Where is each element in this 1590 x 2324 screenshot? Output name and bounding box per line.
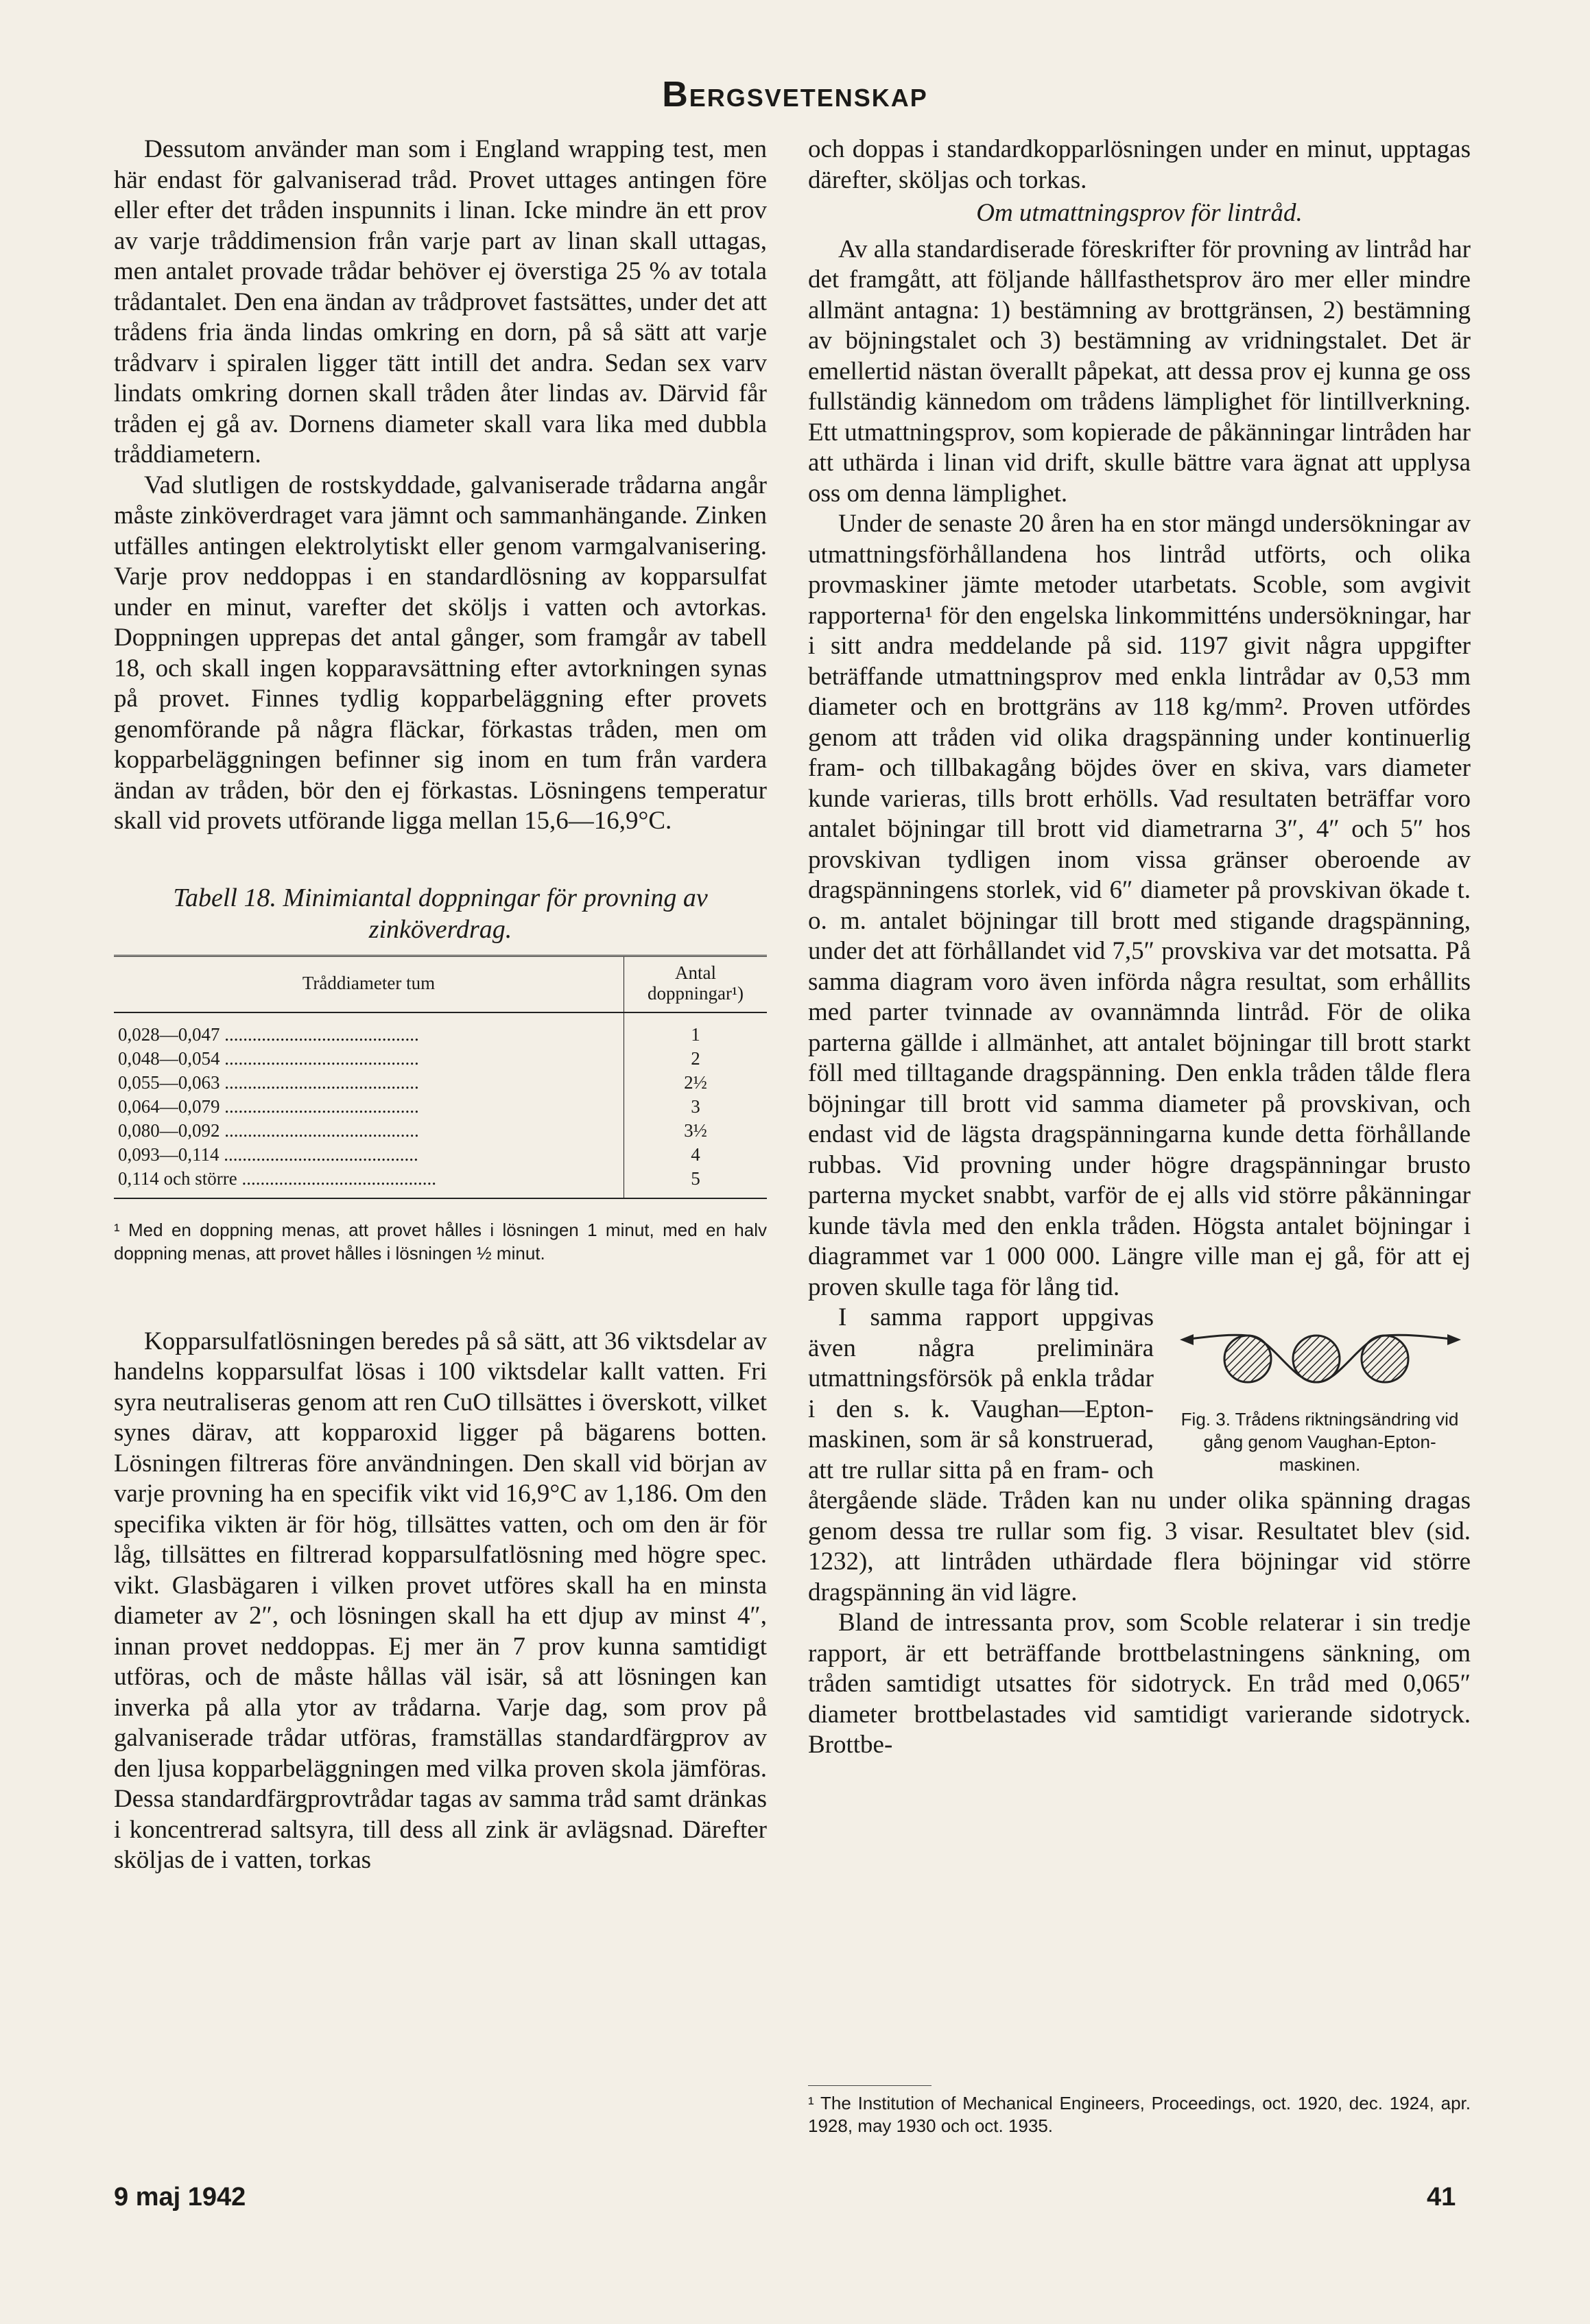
count-cell: 5: [624, 1167, 768, 1198]
figure-3: [1169, 1316, 1471, 1476]
roller-diagram: [1176, 1316, 1464, 1392]
table-row: [114, 1119, 767, 1143]
paragraph: Av alla standardiserade föreskrifter för provning av lintråd har det framgått, att följande hållfasthetsprov äro mer eller mindre allmänt antagna: 1) bestämning av brottgränsen, 2) bestämning av böjningstalet och 3) bestämning av vridningstalet. Det är emellertid nästan överallt påpekat, att dessa prov ej kunna ge oss fullständig kännedom om trådens lämplighet för lintillverkning. Ett utmattningsprov, som kopierade de påkänningar lintråden har att uthärda i linan vid drift, skulle bättre vara ägnat att upplysa oss om denna lämplighet.: [808, 235, 1471, 508]
table-header-count: Antal doppningar¹): [624, 956, 768, 1012]
right-column: [808, 134, 1471, 1761]
left-column: [114, 134, 767, 1876]
page-number: 41: [1427, 2183, 1456, 2212]
diameter-cell: 0,080—0,092 ..........................................: [118, 1119, 419, 1141]
paragraph: Kopparsulfatlösningen beredes på så sätt, att 36 viktsdelar av handelns kopparsulfat lösas i 100 viktsdelar kallt vatten. Fri syra neutraliseras genom att ren CuO tillsättes i överskott, vilket synes därav, att kopparoxid ligger på bägarens botten. Lösningen filtreras före användningen. Den skall vid början av varje provning ha en specifik vikt vid 16,9°C av 1,186. Om den specifika vikten är för hög, tillsättes vatten, och om den är för låg, tillsättes en filtrerad kopparsulfatlösning med högre spec. vikt. Glasbägaren i vilken provet utföres skall ha en minsta diameter av 2″, och lösningen skall ha ett djup av minst 4″, innan provet neddoppas. Ej mer än 7 prov kunna samtidigt utföras, och de måste hållas väl isär, så att lösningen kan inverka på alla ytor av trådarna. Varje dag, som prov på galvaniserade trådar utföras, framställas standardfärgprov av den ljusa kopparbeläggningen med vilka proven skola jämföras. Dessa standardfärgprovtrådar tagas av samma tråd samt dränkas i koncentrerad saltsyra, till dess all zink är avlägsnad. Därefter sköljas de i vatten, torkas: [114, 1327, 767, 1874]
count-cell: 3½: [624, 1119, 768, 1143]
table-row: [114, 1167, 767, 1198]
arrow-left-icon: [1180, 1334, 1194, 1345]
count-cell: 4: [624, 1143, 768, 1167]
arrow-right-icon: [1447, 1334, 1461, 1345]
count-cell: 1: [624, 1012, 768, 1047]
table-footnote: ¹ Med en doppning menas, att provet hålles i lösningen 1 minut, med en halv doppning menas, att provet hålles i lösningen ½ minut.: [114, 1219, 767, 1264]
count-cell: 2: [624, 1047, 768, 1071]
count-cell: 3: [624, 1095, 768, 1119]
paragraph: I samma rapport uppgivas även några preliminära utmattningsförsök på enkla trådar i den s. k. Vaughan—Epton-maskinen, som är så konstruerad, att tre rullar sitta på en fram- och återgående släde. Tråden kan nu under olika spänning dragas genom dessa tre rullar som fig. 3 visar. Resultatet blev (sid. 1232), att lintråden uthärdade flera böjningar vid större dragspänning än vid lägre.: [808, 1303, 1471, 1606]
table-row: [114, 1071, 767, 1095]
diameter-cell: 0,048—0,054 ..........................................: [118, 1047, 419, 1069]
table-caption: Tabell 18. Minimiantal doppningar för provning av zinköverdrag.: [173, 883, 708, 944]
table-row: [114, 1143, 767, 1167]
paragraph: Bland de intressanta prov, som Scoble relaterar i sin tredje rapport, är ett beträffande brottbelastningens sänkning, om tråden samtidigt utsattes för sidotryck. En tråd med 0,065″ diameter brottbelastades vid samtidigt varierande sidotryck. Brottbe-: [808, 1609, 1471, 1759]
paragraph: Under de senaste 20 åren ha en stor mängd undersökningar av utmattningsförhållandena hos lintråd utförts, och olika provmaskiner jämte metoder utarbetats. Scoble, som avgivit rapporterna¹ för den engelska linkommitténs undersökningar, har i sitt andra meddelande på sid. 1197 givit några uppgifter beträffande utmattningsprov med enkla lintrådar av 0,53 mm diameter och en brottgräns av 118 kg/mm². Proven utfördes genom att tråden vid olika dragspänning under kontinuerlig fram- och tillbakagång böjdes över en skiva, vars diameter kunde varieras, tills brott erhölls. Vad resultaten beträffar voro antalet böjningar till brott vid diametrarna 3″, 4″ och 5″ hos provskivan tydligen inom vissa gränser oberoende av dragspänningens storlek, vid 6″ diameter på provskivan ökade t. o. m. antalet böjningar till brott med stigande dragspänning, under det att förhållandet vid 7,5″ provskiva var det motsatta. På samma diagram voro även införda några resultat, som erhållits med parter tvinnade av ovannämnda lintråd. För de olika parterna gällde i allmänhet, att antalet böjningar till brott starkt föll med tilltagande dragspänning. Den enkla tråden tålde flera böjningar till brott vid samma diameter på provskivan, och endast vid de lägsta dragspänningarna kunde detta förhållande rubbas. Vid provning under högre dragspänningar brusto parterna mycket snabbt, varför de ej alls vid större påkänningar kunde tävla med den enkla tråden. Högsta antalet böjningar i diagrammet var 1 000 000. Längre ville man ej gå, för att ej proven skulle taga för lång tid.: [808, 510, 1471, 1301]
diameter-cell: 0,093—0,114 ..........................................: [118, 1143, 418, 1165]
diameter-cell: 0,055—0,063 ..........................................: [118, 1071, 419, 1093]
paragraph: Vad slutligen de rostskyddade, galvaniserade trådarna angår måste zinköverdraget vara jämnt och sammanhängande. Zinken utfälles antingen elektrolytiskt eller genom varmgalvanisering. Varje prov neddoppas i en standardlösning av kopparsulfat under en minut, varefter det sköljs i vatten och avtorkas. Doppningen upprepas det antal gånger, som framgår av tabell 18, och skall ingen kopparavsättning efter avtorkningen synas på provet. Finnes tydlig kopparbeläggning efter provets genomförande på några fläckar, förkastas tråden, men om kopparbeläggningen befinner sig inom en tum från vardera ändan av tråden, bör den ej förkastas. Lösningens temperatur skall vid provets utförande ligga mellan 15,6—16,9°C.: [114, 471, 767, 835]
footnote-rule: [808, 2085, 932, 2086]
section-header: Bergsvetenskap: [662, 75, 928, 115]
table-row: [114, 1012, 767, 1047]
table-18: [114, 955, 767, 1199]
page-footnote: ¹ The Institution of Mechanical Engineers, Proceedings, oct. 1920, dec. 1924, apr. 1928, may 1930 och oct. 1935.: [808, 2093, 1471, 2136]
paragraph: Dessutom använder man som i England wrapping test, men här endast för galvaniserad tråd. Provet uttages antingen före eller efter det tråden inspunnits i linan. Icke mindre än ett prov av varje tråddimension från varje part av linan skall uttagas, men antalet provade trådar behöver ej överstiga 25 % av totala trådantalet. Den ena ändan av trådprovet fastsättes, under det att trådens fria ända lindas omkring en dorn, på så sätt att varje trådvarv i spiralen ligger tätt intill det andra. Sedan sex varv lindats omkring dornen skall tråden åter lindas av. Därvid får tråden ej gå av. Dornens diameter skall vara lika med dubbla tråddiametern.: [114, 135, 767, 469]
subheading: Om utmattningsprov för lintråd.: [976, 199, 1303, 227]
table-row: [114, 1095, 767, 1119]
table-header-diameter: Tråddiameter tum: [114, 956, 624, 1012]
diameter-cell: 0,114 och större ..........................................: [118, 1167, 436, 1189]
diameter-cell: 0,064—0,079 ..........................................: [118, 1095, 419, 1117]
footer-date: 9 maj 1942: [114, 2183, 246, 2212]
paragraph: och doppas i standardkopparlösningen under en minut, upptagas därefter, sköljas och torkas.: [808, 135, 1471, 194]
figure-caption: Fig. 3. Trådens riktningsändring vid gång genom Vaughan-Epton-maskinen.: [1180, 1408, 1459, 1475]
diameter-cell: 0,028—0,047 ..........................................: [118, 1023, 419, 1045]
table-row: [114, 1047, 767, 1071]
count-cell: 2½: [624, 1071, 768, 1095]
